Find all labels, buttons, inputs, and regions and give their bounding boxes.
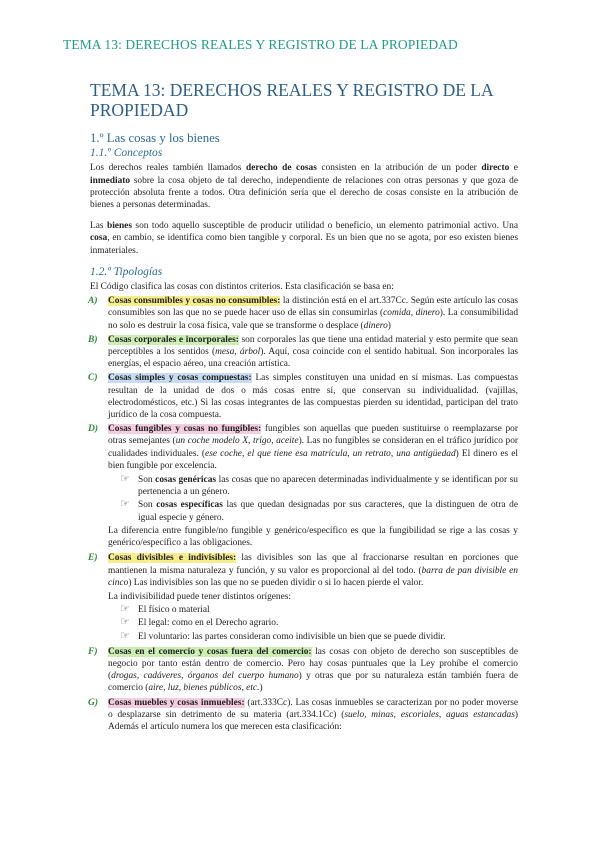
- running-header: TEMA 13: DERECHOS REALES Y REGISTRO DE LA PROPIEDAD: [63, 37, 458, 52]
- sub-list-item: ☞ El físico o material: [120, 603, 210, 616]
- sub-list-item: ☞ Son cosas específicas las que quedan designadas por sus caracteres, que la distinguen de otra de igual especie y género.: [120, 498, 518, 523]
- list-item: G) Cosas muebles y cosas inmuebles: (art.333Cc). Las cosas inmuebles se caracterizan por no poder moverse o desplazarse sin detrimento de su materia (art.334.1Cc) (suelo, minas, escoriales, aguas estancadas) Además el artículo numera los que merecen esta clasificación:: [88, 697, 519, 732]
- tipologias-intro: El Código clasifica las cosas con distintos criterios. Esta clasificación se basa en:: [90, 282, 394, 293]
- list-marker: A): [88, 296, 98, 307]
- list-item: A) Cosas consumibles y cosas no consumibles: la distinción está en el art.337Cc. Según este artículo las cosas consumibles son las que no se puede hacer uso de ellas sin consumirlas (comida, dinero). La consumibilidad no solo es destruir la cosa física, vale que se transforme o desplace (dinero): [88, 296, 519, 331]
- page-title: TEMA 13: DERECHOS REALES Y REGISTRO DE LA PROPIEDAD: [90, 80, 493, 120]
- pointing-hand-icon: ☞: [120, 473, 130, 486]
- paragraph-derechos-reales: Los derechos reales también llamados derecho de cosas consisten en la atribución de un poder directo e inmediato sobre la cosa objeto de tal derecho, independiente de relaciones con otras personas y que goza de protección absoluta frente a todos. Otra definición sería que el derecho de cosas consiste en la atribución de bienes a personas determinadas.: [90, 163, 518, 211]
- list-marker: E): [88, 553, 98, 564]
- sub-list-item: ☞ El voluntario: las partes consideran como indivisible un bien que se puede dividir.: [120, 629, 446, 642]
- subsection-heading-conceptos: 1.1.º Conceptos: [90, 147, 163, 160]
- indivisibility-note: La indivisibilidad puede tener distintos orígenes:: [108, 591, 292, 602]
- sub-list-item: ☞ Son cosas genéricas las cosas que no aparecen determinadas individualmente y se identifican por su pertenencia a un género.: [120, 473, 518, 498]
- list-item: B) Cosas corporales e incorporales: son corporales las que tiene una entidad material y esto permite que sean perceptibles a los sentidos (mesa, árbol). Aquí, cosa coincide con el sentido habitual. Son incorporales las energías, el espacio aéreo, una creación artística.: [88, 334, 518, 370]
- fungible-note: La diferencia entre fungible/no fungible y genérico/específico es que la fungibilidad se rige a las cosas y genérico/específico a las obligaciones.: [108, 525, 518, 549]
- list-marker: F): [88, 646, 98, 657]
- list-marker: D): [88, 424, 99, 435]
- list-item: F) Cosas en el comercio y cosas fuera del comercio: las cosas con objeto de derecho son susceptibles de negocio por tanto están dentro de comercio. Pero hay cosas puntuales que la Ley prohíbe el comercio (drogas, cadáveres, órganos del cuerpo humano) y otras que por su naturaleza están también fuera de comercio (aire, luz, bienes públicos, etc.): [88, 646, 519, 694]
- list-marker: B): [88, 334, 98, 345]
- document-body: [90, 80, 518, 735]
- paragraph-bienes: Las bienes son todo aquello susceptible de producir utilidad o beneficio, un elemento patrimonial activo. Una cosa, en cambio, se identifica como bien tangible y corporal. Es un bien que no se agota, por eso existen bienes inmateriales.: [90, 221, 519, 256]
- list-item: D) Cosas fungibles y cosas no fungibles: fungibles son aquellas que pueden sustituirse o reemplazarse por otras semejantes (un coche modelo X, trigo, aceite). Las no fungibles se consideran en el tráfico jurídico por cualidades individuales. (ese coche, el que tiene esa matrícula, un retrato, una antigüedad) El dinero es el bien fungible por excelencia.: [88, 424, 519, 471]
- list-item: C) Cosas simples y cosas compuestas: Las simples constituyen una unidad en sí mismas. Las compuestas resultan de la unidad de dos o más cosas entre sí, que conservan su individualidad. (vajillas, electrodomésticos, etc.) Si las cosas integrantes de las compuestas pierden su identidad, participan del trato jurídico de la cosa compuesta.: [88, 373, 518, 421]
- list-marker: G): [88, 697, 99, 708]
- subsection-heading-tipologias: 1.2.º Tipologías: [90, 265, 163, 278]
- pointing-hand-icon: ☞: [120, 498, 130, 511]
- pointing-hand-icon: ☞: [120, 603, 130, 616]
- list-item: E) Cosas divisibles e indivisibles: las divisibles son las que al fraccionarse resultan en porciones que mantienen la misma naturaleza y función, y su valor es proporcional al del todo. (barra de pan divisible en cinco) Las indivisibles son las que no se pueden dividir o si lo hacen pierde el valor.: [88, 553, 518, 588]
- tipologias-list: [90, 295, 518, 733]
- pointing-hand-icon: ☞: [120, 629, 130, 642]
- section-heading: 1.º Las cosas y los bienes: [90, 131, 220, 145]
- list-marker: C): [88, 373, 98, 384]
- sub-list-item: ☞ El legal: como en el Derecho agrario.: [120, 616, 279, 629]
- pointing-hand-icon: ☞: [120, 616, 130, 629]
